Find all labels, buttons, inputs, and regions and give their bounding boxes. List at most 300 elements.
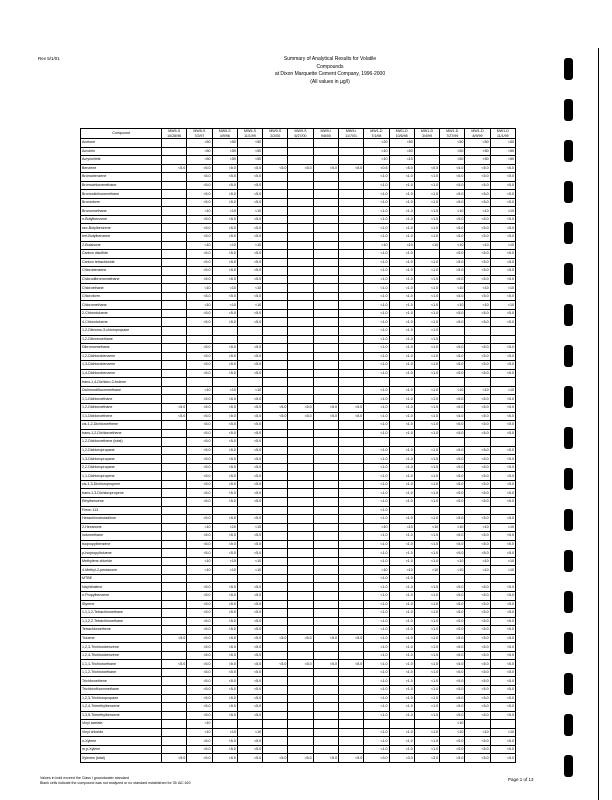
- table-row: [81, 301, 516, 310]
- result-cell: <1.0: [389, 327, 414, 336]
- result-cell: <5.0: [465, 275, 490, 284]
- result-cell: <1.0: [364, 309, 389, 318]
- result-cell: <5.0: [237, 309, 262, 318]
- result-cell: <5.0: [237, 173, 262, 182]
- result-cell: [212, 335, 237, 344]
- result-cell: [212, 327, 237, 336]
- result-cell: [162, 352, 187, 361]
- compound-name: Bromochloromethane: [81, 181, 162, 190]
- result-cell: <5.0: [187, 472, 212, 481]
- result-cell: [162, 583, 187, 592]
- result-cell: [338, 532, 363, 541]
- result-cell: <50: [465, 156, 490, 165]
- result-cell: <5.0: [187, 626, 212, 635]
- result-cell: [338, 395, 363, 404]
- compound-name: 1,2,4-Trimethylbenzene: [81, 703, 162, 712]
- result-cell: [338, 318, 363, 327]
- result-cell: [338, 609, 363, 618]
- column-header: [263, 129, 288, 139]
- result-cell: <1.0: [389, 361, 414, 370]
- result-cell: [313, 737, 338, 746]
- well-id: MW1-D: [446, 129, 459, 133]
- result-cell: <5.0: [212, 583, 237, 592]
- result-cell: [162, 506, 187, 515]
- result-cell: <10: [237, 386, 262, 395]
- result-cell: <5.0: [263, 403, 288, 412]
- result-cell: [338, 711, 363, 720]
- result-cell: <5.0: [237, 617, 262, 626]
- result-cell: <10: [187, 284, 212, 293]
- result-cell: [389, 506, 414, 515]
- table-row: [81, 566, 516, 575]
- result-cell: <5.0: [212, 540, 237, 549]
- result-cell: [313, 250, 338, 259]
- result-cell: <5.0: [237, 677, 262, 686]
- result-cell: <1.0: [414, 386, 439, 395]
- result-cell: <1.0: [389, 728, 414, 737]
- result-cell: <5.0: [263, 634, 288, 643]
- result-cell: <5.0: [237, 472, 262, 481]
- binder-hole-icon: [564, 755, 573, 777]
- result-cell: <5.0: [212, 472, 237, 481]
- result-cell: [263, 549, 288, 558]
- result-cell: <5.0: [465, 215, 490, 224]
- result-cell: <1.0: [389, 224, 414, 233]
- binder-hole-icon: [564, 181, 573, 203]
- result-cell: <5.0: [212, 686, 237, 695]
- result-cell: <5.0: [440, 540, 465, 549]
- result-cell: [162, 489, 187, 498]
- result-cell: <1.0: [364, 250, 389, 259]
- result-cell: <5.0: [187, 583, 212, 592]
- result-cell: <10: [187, 720, 212, 729]
- result-cell: [288, 609, 313, 618]
- result-cell: <5.0: [237, 600, 262, 609]
- result-cell: [288, 292, 313, 301]
- result-cell: [313, 643, 338, 652]
- result-cell: [414, 250, 439, 259]
- result-cell: [288, 446, 313, 455]
- result-cell: <5.0: [237, 233, 262, 242]
- result-cell: <5.0: [465, 173, 490, 182]
- result-cell: <1.0: [414, 591, 439, 600]
- sample-date: 2/2/00: [270, 133, 281, 138]
- result-cell: <1.0: [414, 446, 439, 455]
- result-cell: [313, 574, 338, 583]
- result-cell: <10: [187, 728, 212, 737]
- result-cell: [338, 515, 363, 524]
- result-cell: <1.0: [389, 455, 414, 464]
- result-cell: <10: [465, 728, 490, 737]
- result-cell: <5.0: [237, 190, 262, 199]
- result-cell: <10: [440, 557, 465, 566]
- table-row: [81, 660, 516, 669]
- result-cell: [263, 686, 288, 695]
- result-cell: <5.0: [237, 480, 262, 489]
- result-cell: <5.0: [465, 617, 490, 626]
- compound-name: Styrene: [81, 600, 162, 609]
- result-cell: [263, 250, 288, 259]
- result-cell: [364, 438, 389, 447]
- result-cell: [288, 600, 313, 609]
- result-cell: <10: [364, 566, 389, 575]
- result-cell: <5.0: [237, 497, 262, 506]
- compound-name: Dibromomethane: [81, 344, 162, 353]
- result-cell: [338, 352, 363, 361]
- well-id: MW1-D: [471, 129, 484, 133]
- result-cell: [288, 720, 313, 729]
- result-cell: [313, 335, 338, 344]
- table-row: [81, 309, 516, 318]
- result-cell: <1.0: [389, 737, 414, 746]
- result-cell: <5.0: [465, 446, 490, 455]
- result-cell: [162, 446, 187, 455]
- column-header: [338, 129, 363, 139]
- table-row: [81, 181, 516, 190]
- result-cell: <5.0: [187, 181, 212, 190]
- result-cell: [288, 309, 313, 318]
- binder-hole-icon: [564, 509, 573, 531]
- result-cell: [162, 455, 187, 464]
- result-cell: <5.0: [490, 737, 515, 746]
- result-cell: [263, 198, 288, 207]
- result-cell: [288, 335, 313, 344]
- binder-hole-icon: [564, 468, 573, 490]
- binder-hole-icon: [564, 222, 573, 244]
- result-cell: [338, 686, 363, 695]
- result-cell: <5.0: [440, 532, 465, 541]
- result-cell: <5.0: [187, 745, 212, 754]
- column-header: [237, 129, 262, 139]
- result-cell: <50: [237, 147, 262, 156]
- table-row: [81, 147, 516, 156]
- result-cell: <5.0: [212, 395, 237, 404]
- result-cell: [187, 378, 212, 387]
- result-cell: <5.0: [212, 532, 237, 541]
- result-cell: <1.0: [414, 651, 439, 660]
- compound-name: 1,2,3-Trichlorobenzene: [81, 643, 162, 652]
- result-cell: [338, 480, 363, 489]
- compound-name: Chlorobenzene: [81, 267, 162, 276]
- result-cell: <5.0: [440, 677, 465, 686]
- result-cell: [313, 429, 338, 438]
- result-cell: [162, 438, 187, 447]
- result-cell: <5.0: [465, 233, 490, 242]
- result-cell: <5.0: [237, 549, 262, 558]
- result-cell: <5.0: [187, 446, 212, 455]
- result-cell: <1.0: [389, 301, 414, 310]
- compound-name: Dichlorodifluoromethane: [81, 386, 162, 395]
- result-cell: <5.0: [490, 626, 515, 635]
- result-cell: <1.0: [389, 429, 414, 438]
- result-cell: <3.0: [389, 754, 414, 763]
- result-cell: [338, 549, 363, 558]
- result-cell: <5.0: [212, 421, 237, 430]
- result-cell: [313, 309, 338, 318]
- result-cell: <5.0: [490, 480, 515, 489]
- result-cell: [313, 378, 338, 387]
- result-cell: [338, 309, 363, 318]
- result-cell: [263, 651, 288, 660]
- table-row: [81, 583, 516, 592]
- result-cell: [338, 463, 363, 472]
- result-cell: [313, 275, 338, 284]
- result-cell: <5.0: [465, 745, 490, 754]
- result-cell: <1.0: [389, 395, 414, 404]
- result-cell: <5.0: [187, 352, 212, 361]
- result-cell: <5.0: [440, 190, 465, 199]
- result-cell: <5.0: [237, 275, 262, 284]
- result-cell: <5.0: [212, 754, 237, 763]
- result-cell: <1.0: [389, 677, 414, 686]
- result-cell: <5.0: [490, 694, 515, 703]
- result-cell: [288, 497, 313, 506]
- result-cell: <1.0: [364, 686, 389, 695]
- result-cell: <5.0: [187, 455, 212, 464]
- result-cell: <10: [237, 523, 262, 532]
- table-row: [81, 532, 516, 541]
- result-cell: <5.0: [212, 309, 237, 318]
- result-cell: [162, 344, 187, 353]
- result-cell: <5.0: [440, 309, 465, 318]
- result-cell: <5.0: [440, 549, 465, 558]
- footer-note: Blank cells indicate the compound was not analyzed or no standard established for 35 IAC 620: [40, 780, 191, 785]
- result-cell: [364, 378, 389, 387]
- results-table: [80, 128, 516, 763]
- table-row: [81, 344, 516, 353]
- result-cell: <5.0: [212, 489, 237, 498]
- result-cell: <5.0: [465, 626, 490, 635]
- result-cell: <5.0: [465, 403, 490, 412]
- result-cell: <5.0: [187, 703, 212, 712]
- result-cell: [313, 139, 338, 148]
- result-cell: <1.0: [414, 737, 439, 746]
- result-cell: <5.0: [338, 403, 363, 412]
- result-cell: [263, 352, 288, 361]
- result-cell: <5.0: [212, 258, 237, 267]
- result-cell: <5.0: [490, 754, 515, 763]
- well-id: MW1-D: [496, 129, 509, 133]
- result-cell: [162, 301, 187, 310]
- result-cell: <5.0: [212, 660, 237, 669]
- result-cell: <5.0: [440, 258, 465, 267]
- result-cell: <5.0: [212, 438, 237, 447]
- result-cell: [313, 173, 338, 182]
- result-cell: <5.0: [162, 403, 187, 412]
- result-cell: <5.0: [490, 190, 515, 199]
- result-cell: <5.0: [490, 591, 515, 600]
- result-cell: <1.0: [414, 626, 439, 635]
- compound-name: Freon 113: [81, 506, 162, 515]
- result-cell: <1.0: [389, 233, 414, 242]
- result-cell: [263, 386, 288, 395]
- result-cell: <10: [389, 241, 414, 250]
- result-cell: <1.0: [364, 515, 389, 524]
- result-cell: <5.0: [490, 711, 515, 720]
- table-row: [81, 352, 516, 361]
- compound-name: 1,2-Dichloroethene (total): [81, 438, 162, 447]
- result-cell: <5.0: [237, 369, 262, 378]
- result-cell: [313, 421, 338, 430]
- result-cell: <10: [212, 241, 237, 250]
- result-cell: [162, 540, 187, 549]
- result-cell: <5.0: [440, 497, 465, 506]
- result-cell: <10: [212, 284, 237, 293]
- result-cell: [338, 489, 363, 498]
- result-cell: [338, 506, 363, 515]
- result-cell: [187, 327, 212, 336]
- result-cell: <5.0: [440, 711, 465, 720]
- result-cell: [263, 480, 288, 489]
- result-cell: <1.0: [364, 224, 389, 233]
- result-cell: <5.0: [212, 694, 237, 703]
- result-cell: [490, 378, 515, 387]
- table-row: [81, 207, 516, 216]
- result-cell: [288, 344, 313, 353]
- result-cell: <10: [364, 241, 389, 250]
- result-cell: [313, 515, 338, 524]
- result-cell: [313, 497, 338, 506]
- result-cell: <1.0: [414, 173, 439, 182]
- result-cell: [338, 557, 363, 566]
- compound-name: Hexachlorobutadiene: [81, 515, 162, 524]
- compound-name: trans-1,2-Dichloroethene: [81, 429, 162, 438]
- result-cell: <50: [212, 139, 237, 148]
- result-cell: <5.0: [465, 686, 490, 695]
- result-cell: <5.0: [440, 591, 465, 600]
- well-id: MW1-D: [420, 129, 434, 133]
- result-cell: [465, 335, 490, 344]
- result-cell: <5.0: [187, 591, 212, 600]
- result-cell: [162, 139, 187, 148]
- result-cell: [364, 720, 389, 729]
- result-cell: [263, 583, 288, 592]
- result-cell: <5.0: [237, 429, 262, 438]
- result-cell: <5.0: [465, 591, 490, 600]
- result-cell: [338, 455, 363, 464]
- result-cell: <10: [212, 207, 237, 216]
- result-cell: <1.0: [389, 258, 414, 267]
- result-cell: <5.0: [237, 609, 262, 618]
- well-id: MW9-S: [269, 129, 282, 133]
- result-cell: <5.0: [237, 532, 262, 541]
- table-row: [81, 156, 516, 165]
- result-cell: <5.0: [440, 660, 465, 669]
- result-cell: [338, 591, 363, 600]
- result-cell: <1.0: [414, 557, 439, 566]
- result-cell: [313, 318, 338, 327]
- result-cell: <1.0: [364, 284, 389, 293]
- result-cell: [288, 523, 313, 532]
- result-cell: <5.0: [237, 745, 262, 754]
- result-cell: <5.0: [490, 609, 515, 618]
- compound-name: Chloroform: [81, 292, 162, 301]
- result-cell: <5.0: [237, 583, 262, 592]
- result-cell: <10: [490, 523, 515, 532]
- result-cell: <3.0: [414, 754, 439, 763]
- result-cell: <5.0: [212, 403, 237, 412]
- result-cell: [162, 472, 187, 481]
- result-cell: <5.0: [187, 634, 212, 643]
- result-cell: [313, 292, 338, 301]
- result-cell: <1.0: [364, 540, 389, 549]
- result-cell: <1.0: [389, 694, 414, 703]
- result-cell: [338, 250, 363, 259]
- result-cell: [338, 369, 363, 378]
- result-cell: <5.0: [490, 515, 515, 524]
- result-cell: <10: [440, 523, 465, 532]
- well-id: MW9-I: [320, 129, 332, 133]
- result-cell: <1.0: [389, 574, 414, 583]
- result-cell: <5.0: [465, 369, 490, 378]
- result-cell: [288, 737, 313, 746]
- result-cell: [338, 651, 363, 660]
- result-cell: [313, 523, 338, 532]
- result-cell: <5.0: [465, 318, 490, 327]
- result-cell: <1.0: [414, 686, 439, 695]
- result-cell: [263, 557, 288, 566]
- result-cell: [313, 463, 338, 472]
- sample-date: 11/1/99: [244, 133, 256, 138]
- result-cell: [338, 429, 363, 438]
- result-cell: [162, 233, 187, 242]
- result-cell: <1.0: [414, 480, 439, 489]
- result-cell: <1.0: [389, 181, 414, 190]
- result-cell: [263, 181, 288, 190]
- result-cell: <5.0: [313, 634, 338, 643]
- result-cell: <5.0: [440, 754, 465, 763]
- column-header: [414, 129, 439, 139]
- result-cell: <5.0: [313, 754, 338, 763]
- result-cell: [162, 463, 187, 472]
- well-id: MW9-S: [294, 129, 307, 133]
- result-cell: <5.0: [237, 181, 262, 190]
- result-cell: [313, 156, 338, 165]
- result-cell: <1.0: [414, 224, 439, 233]
- result-cell: [162, 694, 187, 703]
- result-cell: <5.0: [465, 600, 490, 609]
- result-cell: [263, 591, 288, 600]
- result-cell: <5.0: [187, 497, 212, 506]
- page-edge-line: [598, 48, 599, 800]
- column-header: [465, 129, 490, 139]
- result-cell: [263, 566, 288, 575]
- result-cell: <5.0: [465, 250, 490, 259]
- table-row: [81, 395, 516, 404]
- binder-hole-icon: [564, 673, 573, 695]
- result-cell: <5.0: [237, 438, 262, 447]
- result-cell: [263, 472, 288, 481]
- result-cell: <5.0: [187, 617, 212, 626]
- result-cell: [338, 173, 363, 182]
- result-cell: <50: [237, 156, 262, 165]
- result-cell: <5.0: [162, 412, 187, 421]
- result-cell: <5.0: [212, 600, 237, 609]
- result-cell: <5.0: [440, 668, 465, 677]
- table-row: [81, 463, 516, 472]
- result-cell: <5.0: [465, 703, 490, 712]
- result-cell: <5.0: [237, 318, 262, 327]
- column-header: [490, 129, 515, 139]
- result-cell: [465, 720, 490, 729]
- result-cell: <10: [490, 566, 515, 575]
- footer-note: Values in bold exceed the Class I groundwater standard: [40, 776, 129, 780]
- compound-name: Bromomethane: [81, 207, 162, 216]
- table-row: [81, 480, 516, 489]
- result-cell: <5.0: [212, 352, 237, 361]
- result-cell: <1.0: [389, 583, 414, 592]
- result-cell: [263, 301, 288, 310]
